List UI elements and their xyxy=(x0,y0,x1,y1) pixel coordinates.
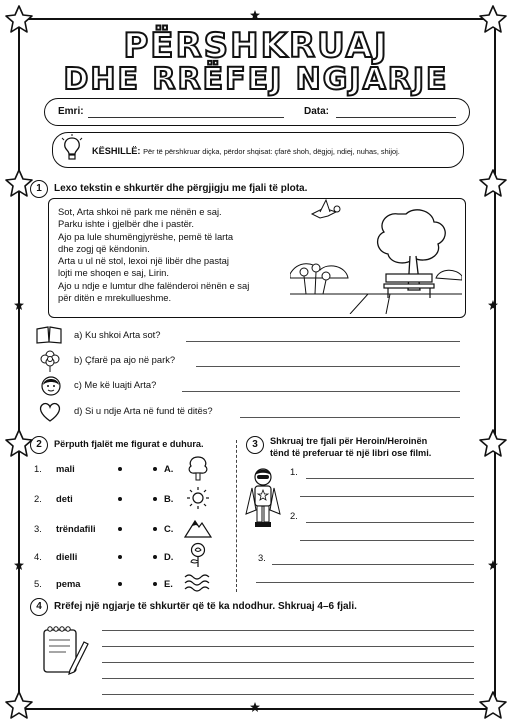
match-dot[interactable] xyxy=(118,497,122,501)
park-illustration xyxy=(290,198,462,314)
name-field[interactable] xyxy=(88,117,284,118)
match-dot[interactable] xyxy=(118,555,122,559)
answer-line[interactable] xyxy=(306,522,474,523)
answer-line[interactable] xyxy=(102,630,474,631)
match-word: deti xyxy=(56,493,73,504)
match-number: 1. xyxy=(34,463,42,474)
tip-label: KËSHILLË: xyxy=(92,146,141,156)
match-number: 2. xyxy=(34,493,42,504)
match-letter: C. xyxy=(164,523,174,534)
question-b: b) Çfarë pa ajo në park? xyxy=(74,354,176,365)
match-number: 4. xyxy=(34,551,42,562)
question-a: a) Ku shkoi Arta sot? xyxy=(74,329,161,340)
answer-line[interactable] xyxy=(102,662,474,663)
superhero-icon xyxy=(244,466,282,530)
tip-text: Për të përshkruar diçka, përdor shqisat: çfarë shoh, dëgjoj, ndiej, nuhas, shijoj. xyxy=(143,147,400,156)
answer-line[interactable] xyxy=(186,341,460,342)
match-dot[interactable] xyxy=(118,527,122,531)
match-word: pema xyxy=(56,578,81,589)
story-line: dhe zogj që këndonin. xyxy=(58,242,150,254)
date-field[interactable] xyxy=(336,117,456,118)
mountain-icon xyxy=(184,516,212,538)
question-c: c) Me kë luajti Arta? xyxy=(74,379,157,390)
title-line-1: PËRSHKRUAJ xyxy=(123,26,389,66)
story-line: lojti me shoqen e saj, Lirin. xyxy=(58,267,169,279)
star-icon xyxy=(250,10,260,20)
star-icon xyxy=(478,690,508,720)
section-2-number: 2 xyxy=(30,436,48,454)
name-date-box xyxy=(44,98,470,126)
sun-icon xyxy=(186,486,210,510)
section-3-title-2: tënd të preferuar të një libri ose filmi. xyxy=(270,448,432,458)
story-line: për ditën e mrekullueshme. xyxy=(58,292,172,304)
star-icon xyxy=(488,300,498,310)
answer-line[interactable] xyxy=(306,478,474,479)
match-dot[interactable] xyxy=(153,555,157,559)
section-3-number: 3 xyxy=(246,436,264,454)
section-3-title-1: Shkruaj tre fjali për Heroin/Heroinën xyxy=(270,436,428,446)
star-icon xyxy=(478,428,508,458)
match-dot[interactable] xyxy=(118,582,122,586)
answer-line[interactable] xyxy=(102,646,474,647)
star-icon xyxy=(250,702,260,712)
match-word: dielli xyxy=(56,551,78,562)
rose-icon xyxy=(188,542,208,568)
answer-line[interactable] xyxy=(300,496,474,497)
girl-face-icon xyxy=(40,375,62,397)
date-label: Data: xyxy=(304,106,330,117)
section-4-number: 4 xyxy=(30,598,48,616)
star-icon xyxy=(488,560,498,570)
heart-icon xyxy=(38,402,62,422)
lightbulb-icon xyxy=(60,134,84,164)
match-dot[interactable] xyxy=(153,527,157,531)
bird-icon xyxy=(312,200,340,218)
star-icon xyxy=(14,300,24,310)
match-letter: A. xyxy=(164,463,174,474)
tip-text-row xyxy=(92,146,400,156)
story-line: Sot, Arta shkoi në park me nënën e saj. xyxy=(58,206,222,217)
story-line: Ajo pa lule shumëngjyrëshe, pemë të larta xyxy=(58,230,234,242)
match-dot[interactable] xyxy=(153,497,157,501)
star-icon xyxy=(14,560,24,570)
answer-line[interactable] xyxy=(182,391,460,392)
answer-line[interactable] xyxy=(300,540,474,541)
match-word: mali xyxy=(56,463,75,474)
title-line-2: DHE RRËFEJ NGJARJE xyxy=(63,62,449,97)
sentence-label-2: 2. xyxy=(290,510,298,521)
story-line: Arta u ul në stol, lexoi një libër dhe pastaj xyxy=(58,255,229,267)
match-dot[interactable] xyxy=(153,582,157,586)
section-2-title: Përputh fjalët me figurat e duhura. xyxy=(54,439,204,449)
answer-line[interactable] xyxy=(102,694,474,695)
match-letter: D. xyxy=(164,551,174,562)
waves-icon xyxy=(184,572,212,592)
match-number: 3. xyxy=(34,523,42,534)
name-label: Emri: xyxy=(58,106,84,117)
match-letter: B. xyxy=(164,493,174,504)
flower-icon xyxy=(40,350,60,372)
answer-line[interactable] xyxy=(240,417,460,418)
match-word: trëndafili xyxy=(56,523,96,534)
answer-line[interactable] xyxy=(256,582,474,583)
answer-line[interactable] xyxy=(272,564,474,565)
tree-icon xyxy=(186,455,210,481)
star-icon xyxy=(4,690,34,720)
story-line: Ajo u ndje e lumtur dhe falënderoi nënën e saj xyxy=(58,279,250,291)
book-icon xyxy=(36,326,62,344)
star-icon xyxy=(4,168,34,198)
notepad-pencil-icon xyxy=(40,624,90,676)
section-1-title: Lexo tekstin e shkurtër dhe përgjigju me fjali të plota. xyxy=(54,183,308,194)
sentence-label-1: 1. xyxy=(290,466,298,477)
story-line: Parku ishte i gjelbër dhe i pastër. xyxy=(58,218,195,230)
section-4-title: Rrëfej një ngjarje të shkurtër që të ka ndodhur. Shkruaj 4–6 fjali. xyxy=(54,601,357,612)
match-dot[interactable] xyxy=(118,467,122,471)
star-icon xyxy=(478,168,508,198)
story-text xyxy=(58,206,298,304)
sentence-label-3: 3. xyxy=(258,552,266,563)
section-divider xyxy=(236,440,237,592)
match-letter: E. xyxy=(164,578,173,589)
match-number: 5. xyxy=(34,578,42,589)
question-d: d) Si u ndje Arta në fund të ditës? xyxy=(74,405,213,416)
match-dot[interactable] xyxy=(153,467,157,471)
answer-line[interactable] xyxy=(102,678,474,679)
section-1-number: 1 xyxy=(30,180,48,198)
answer-line[interactable] xyxy=(196,366,460,367)
